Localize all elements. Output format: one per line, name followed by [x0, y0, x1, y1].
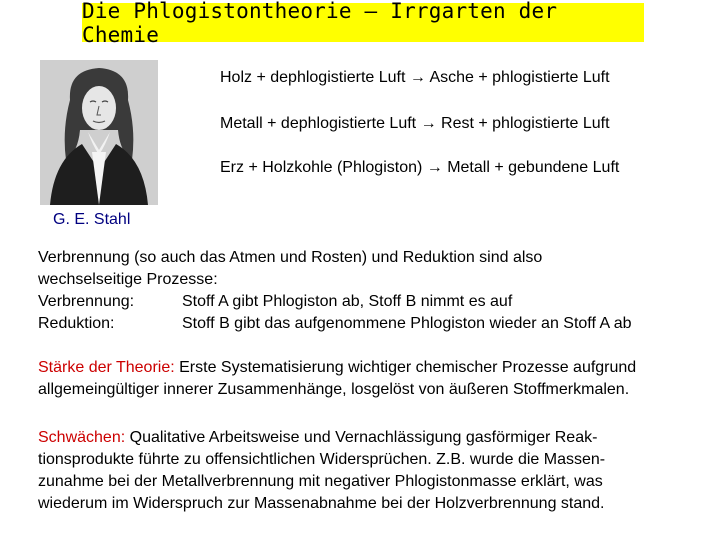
weaknesses-paragraph: [38, 427, 714, 515]
strengths-paragraph: [38, 357, 714, 401]
equation-wood: Holz + dephlogistierte Luft → Asche + phlogistierte Luft: [220, 69, 610, 86]
strengths-text: Erste Systematisierung wichtiger chemischer Prozesse aufgrund: [174, 359, 637, 376]
portrait-caption: G. E. Stahl: [53, 211, 131, 228]
definition-row: [38, 291, 714, 313]
title-banner: [82, 0, 644, 47]
equation-metal: Metall + dephlogistierte Luft → Rest + phlogistierte Luft: [220, 115, 610, 132]
definition-label: Verbrennung:: [38, 293, 135, 310]
strengths-label: Stärke der Theorie:: [38, 359, 175, 376]
portrait-engraving: [40, 60, 158, 205]
weaknesses-text: zunahme bei der Metallverbrennung mit negativer Phlogistonmasse erklärt, was: [38, 473, 603, 490]
intro-paragraph: [38, 247, 714, 335]
intro-line: wechselseitige Prozesse:: [38, 271, 218, 288]
weaknesses-label: Schwächen:: [38, 429, 126, 446]
intro-line: Verbrennung (so auch das Atmen und Rosten) und Reduktion sind also: [38, 249, 543, 266]
weaknesses-text: tionsprodukte führte zu offensichtlichen Widersprüchen. Z.B. wurde die Massen-: [38, 451, 606, 468]
weaknesses-text: wiederum im Widerspruch zur Massenabnahme bei der Holzverbrennung stand.: [38, 495, 605, 512]
slide-title: Die Phlogistontheorie – Irrgarten der Chemie: [82, 0, 558, 47]
definition-label: Reduktion:: [38, 315, 115, 332]
definition-text: Stoff A gibt Phlogiston ab, Stoff B nimmt es auf: [182, 293, 513, 310]
stahl-portrait: [40, 60, 158, 205]
definition-row: [38, 313, 714, 335]
strengths-text: allgemeingültiger innerer Zusammenhänge, losgelöst von äußeren Stoffmerkmalen.: [38, 381, 630, 398]
equation-ore: Erz + Holzkohle (Phlogiston) → Metall + gebundene Luft: [220, 159, 620, 176]
weaknesses-text: Qualitative Arbeitsweise und Vernachlässigung gasförmiger Reak-: [125, 429, 598, 446]
definition-text: Stoff B gibt das aufgenommene Phlogiston wieder an Stoff A ab: [182, 315, 632, 332]
